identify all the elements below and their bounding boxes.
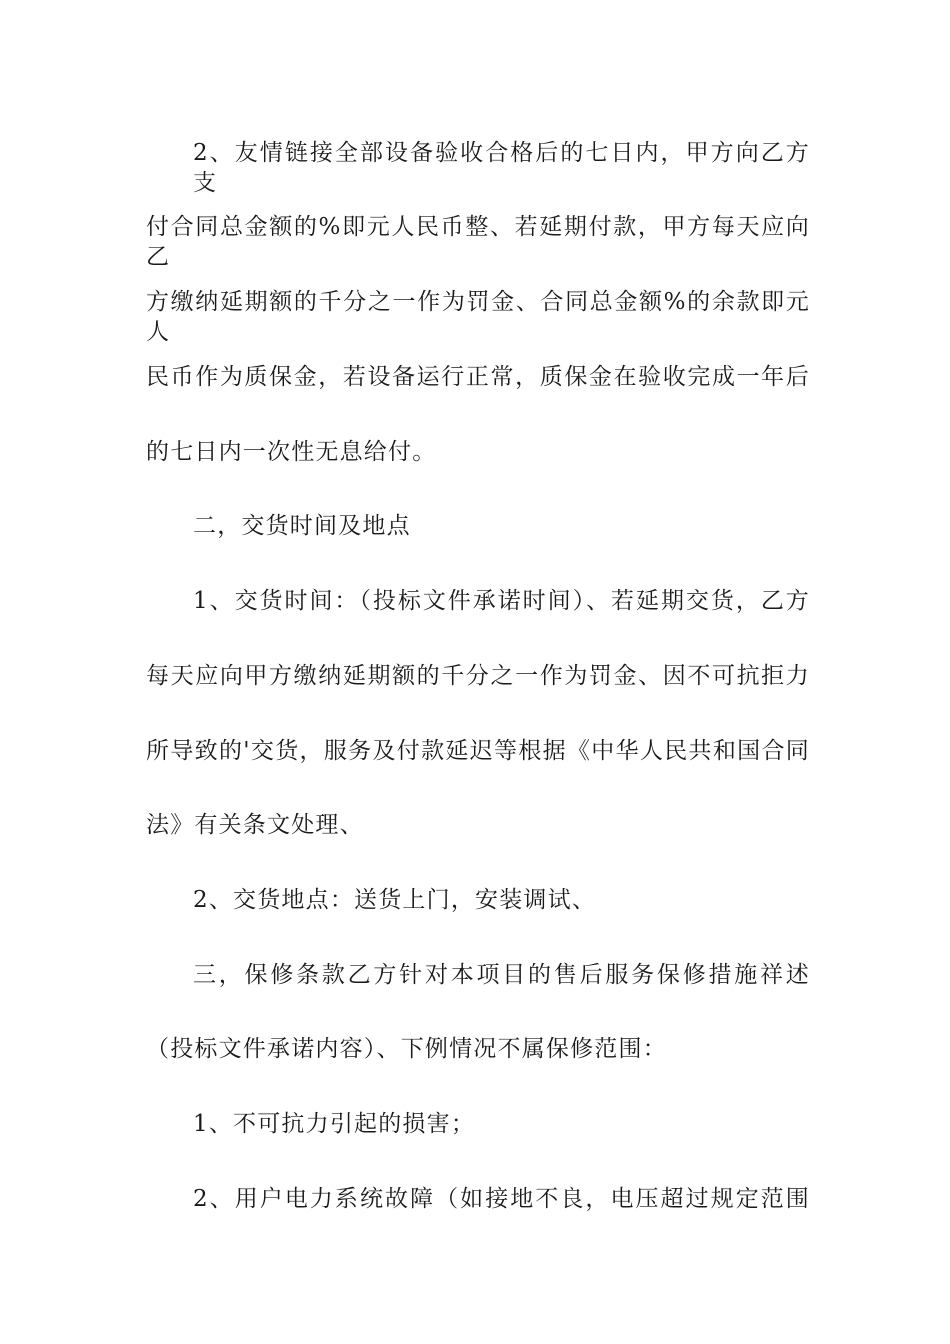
paragraph-line: 所导致的'交货，服务及付款延迟等根据《中华人民共和国合同	[146, 738, 810, 764]
paragraph-line: 每天应向甲方缴纳延期额的千分之一作为罚金、因不可抗拒力	[146, 663, 810, 689]
paragraph-line: 2、交货地点：送货上门，安装调试、	[193, 887, 597, 913]
section-heading: 三，保修条款乙方针对本项目的售后服务保修措施祥述	[193, 962, 810, 988]
paragraph-line: 方缴纳延期额的千分之一作为罚金、合同总金额%的余款即元人	[146, 289, 810, 345]
paragraph-line: 民币作为质保金，若设备运行正常，质保金在验收完成一年后	[146, 364, 810, 390]
paragraph-line: （投标文件承诺内容）、下例情况不属保修范围：	[146, 1036, 667, 1062]
paragraph-line: 2、用户电力系统故障（如接地不良，电压超过规定范围	[193, 1186, 810, 1212]
section-heading: 二，交货时间及地点	[193, 513, 411, 539]
paragraph-line: 2、友情链接全部设备验收合格后的七日内，甲方向乙方支	[193, 140, 810, 196]
paragraph-line: 法》有关条文处理、	[146, 812, 364, 838]
paragraph-line: 付合同总金额的%即元人民币整、若延期付款，甲方每天应向乙	[146, 214, 810, 270]
paragraph-line: 1、交货时间：（投标文件承诺时间）、若延期交货，乙方	[193, 588, 810, 614]
paragraph-line: 1、不可抗力引起的损害；	[193, 1111, 476, 1137]
paragraph-line: 的七日内一次性无息给付。	[146, 439, 437, 465]
